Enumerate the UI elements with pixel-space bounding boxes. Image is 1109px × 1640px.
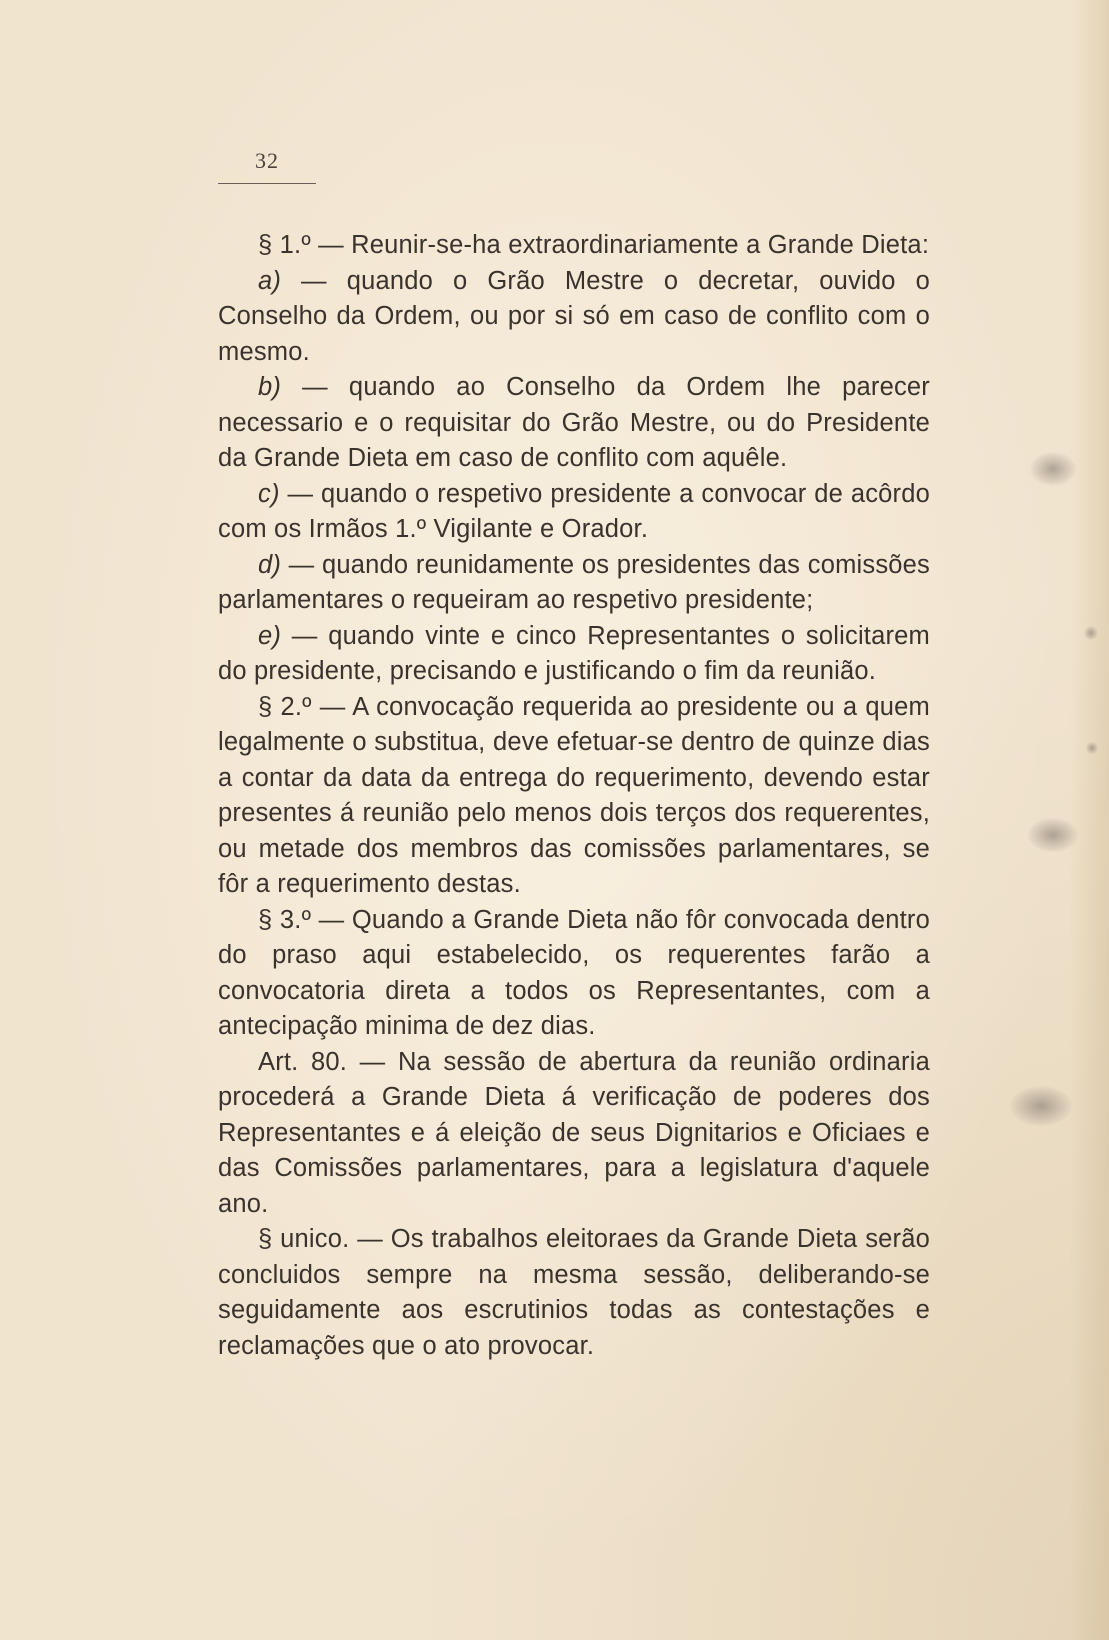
paragraph-lead: b)	[258, 373, 282, 401]
paragraph-lead: a)	[258, 266, 282, 295]
paragraph-item-c	[218, 477, 930, 548]
paragraph-article-80	[218, 1045, 930, 1223]
margin-stain	[1028, 818, 1078, 852]
paragraph-body: — Reunir-se-ha extraordinariamente a Grande Dieta:	[310, 231, 930, 259]
paragraph-body: — quando o Grão Mestre o decretar, ouvido o Conselho da Ordem, ou por si só em caso de conflito com o mesmo.	[218, 266, 930, 366]
paragraph-body: — Os trabalhos eleitoraes da Grande Dieta serão concluidos sempre na mesma sessão, deliberando-se seguidamente aos escrutinios todas as contestações e reclamações que o ato provocar.	[218, 1225, 930, 1360]
paragraph-body: — Na sessão de abertura da reunião ordinaria procederá a Grande Dieta á verificação de poderes dos Representantes e á eleição de seus Dignitarios e Oficiaes e das Comissões parlamentares, para a legislatura d'aquele ano.	[218, 1047, 930, 1218]
paragraph-body: — A convocação requerida ao presidente ou a quem legalmente o substitua, deve efetuar-se dentro de quinze dias a contar da data da entrega do requerimento, devendo estar presentes á reunião pelo menos dois terços dos requerentes, ou metade dos membros das comissões parlamentares, se fôr a requerimento destas.	[218, 692, 930, 898]
paragraph-body: — quando vinte e cinco Representantes o solicitarem do presidente, precisando e justificando o fim da reunião.	[218, 621, 930, 685]
paragraph-body: — quando ao Conselho da Ordem lhe parecer necessario e o requisitar do Grão Mestre, ou do Presidente da Grande Dieta em caso de conflito com aquêle.	[218, 373, 930, 472]
paragraph-lead: d)	[258, 550, 282, 579]
paragraph-lead: § 1.º	[258, 231, 311, 259]
paragraph-body: — quando reunidamente os presidentes das comissões parlamentares o requeiram ao respetivo presidente;	[218, 550, 930, 614]
page-edge-shade	[1069, 0, 1109, 1640]
margin-stain	[1030, 452, 1076, 486]
paragraph-section-2	[218, 690, 930, 903]
margin-stain	[1084, 626, 1098, 640]
paragraph-lead: Art. 80.	[258, 1047, 348, 1076]
paragraph-body: — Quando a Grande Dieta não fôr convocada dentro do praso aqui estabelecido, os requerentes farão a convocatoria direta a todos os Representantes, com a antecipação minima de dez dias.	[218, 905, 930, 1040]
page-number-rule	[218, 183, 316, 184]
paragraph-lead: c)	[258, 479, 280, 508]
paragraph-lead: § unico.	[258, 1225, 350, 1253]
paragraph-section-3	[218, 903, 930, 1045]
paragraph-section-unico	[218, 1222, 930, 1364]
margin-stain	[1086, 742, 1098, 754]
margin-stain	[1010, 1086, 1072, 1126]
paragraph-item-a	[218, 264, 930, 371]
paragraph-item-e	[218, 619, 930, 690]
paragraph-lead: e)	[258, 621, 282, 650]
paragraph-body: — quando o respetivo presidente a convocar de acôrdo com os Irmãos 1.º Vigilante e Orador.	[218, 479, 930, 543]
paragraph-item-b	[218, 370, 930, 477]
page-number: 32	[255, 148, 279, 173]
paragraph-lead: § 2.º	[258, 692, 312, 721]
body-text	[218, 228, 930, 1364]
paragraph-section-1	[218, 228, 930, 264]
paragraph-lead: § 3.º	[258, 905, 312, 934]
paragraph-item-d	[218, 548, 930, 619]
